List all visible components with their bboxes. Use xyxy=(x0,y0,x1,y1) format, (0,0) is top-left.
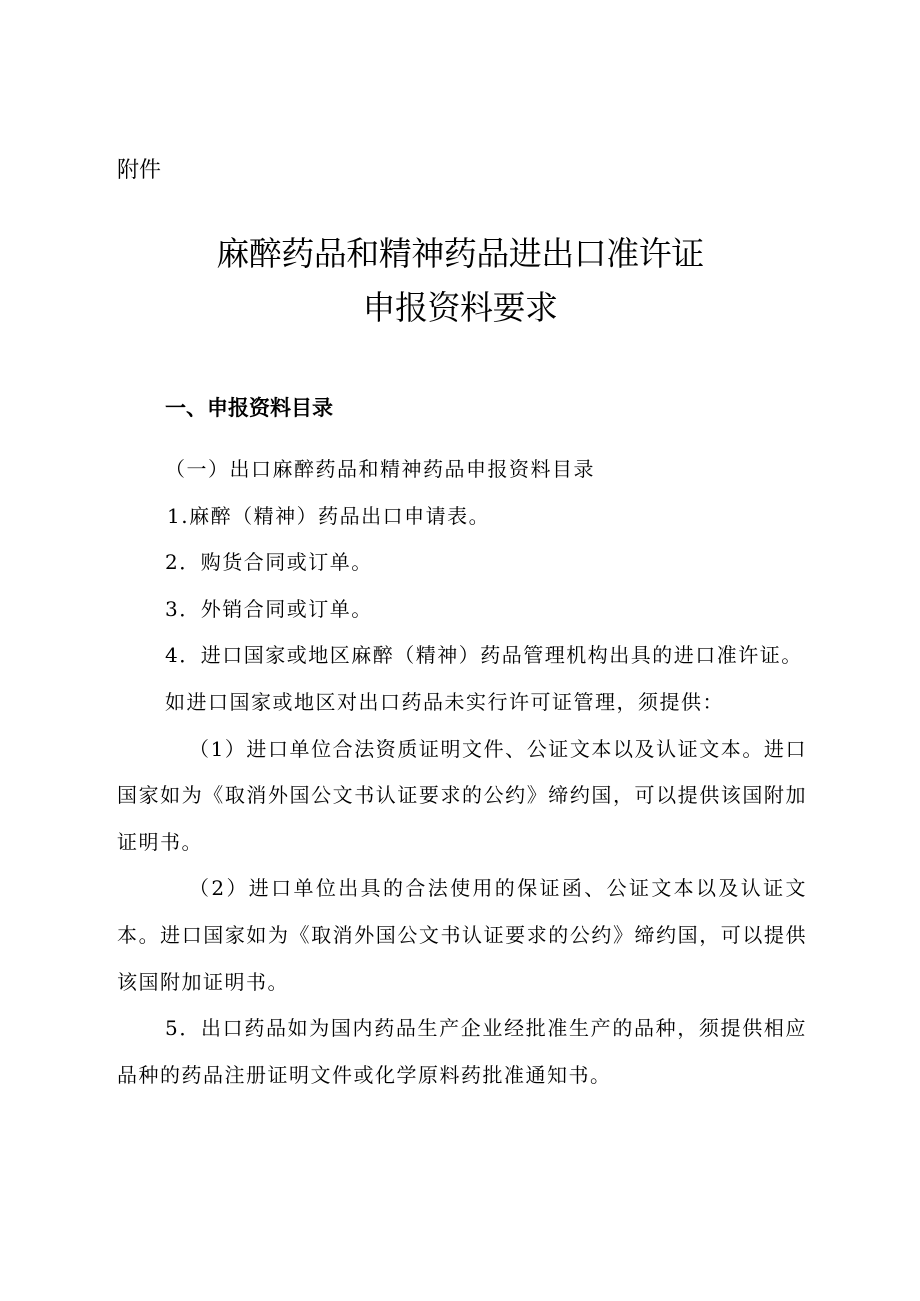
document-title-line2: 申报资料要求 xyxy=(362,288,558,327)
document-title-line1: 麻醉药品和精神药品进出口准许证 xyxy=(216,234,704,273)
condition-intro: 如进口国家或地区对出口药品未实行许可证管理，须提供： xyxy=(165,689,724,714)
attachment-label: 附件 xyxy=(117,158,162,183)
condition-item: （2）进口单位出具的合法使用的保证函、公证文本以及认证文本。进口国家如为《取消外国公文书认证要求的公约》缔约国，可以提供该国附加证明书。 xyxy=(117,876,807,994)
list-item: 1.麻醉（精神）药品出口申请表。 xyxy=(167,503,491,528)
subsection-heading: （一）出口麻醉药品和精神药品申报资料目录 xyxy=(165,457,595,481)
document-body xyxy=(117,446,807,1098)
section-heading: 一、申报资料目录 xyxy=(165,396,333,420)
list-item: 4．进口国家或地区麻醉（精神）药品管理机构出具的进口准许证。 xyxy=(165,643,803,668)
list-item: 3．外销合同或订单。 xyxy=(165,596,373,621)
list-item: 2．购货合同或订单。 xyxy=(165,550,373,575)
condition-item: （1）进口单位合法资质证明文件、公证文本以及认证文本。进口国家如为《取消外国公文书认证要求的公约》缔约国，可以提供该国附加证明书。 xyxy=(117,736,807,854)
list-item: 5．出口药品如为国内药品生产企业经批准生产的品种，须提供相应品种的药品注册证明文件或化学原料药批准通知书。 xyxy=(117,1016,807,1087)
